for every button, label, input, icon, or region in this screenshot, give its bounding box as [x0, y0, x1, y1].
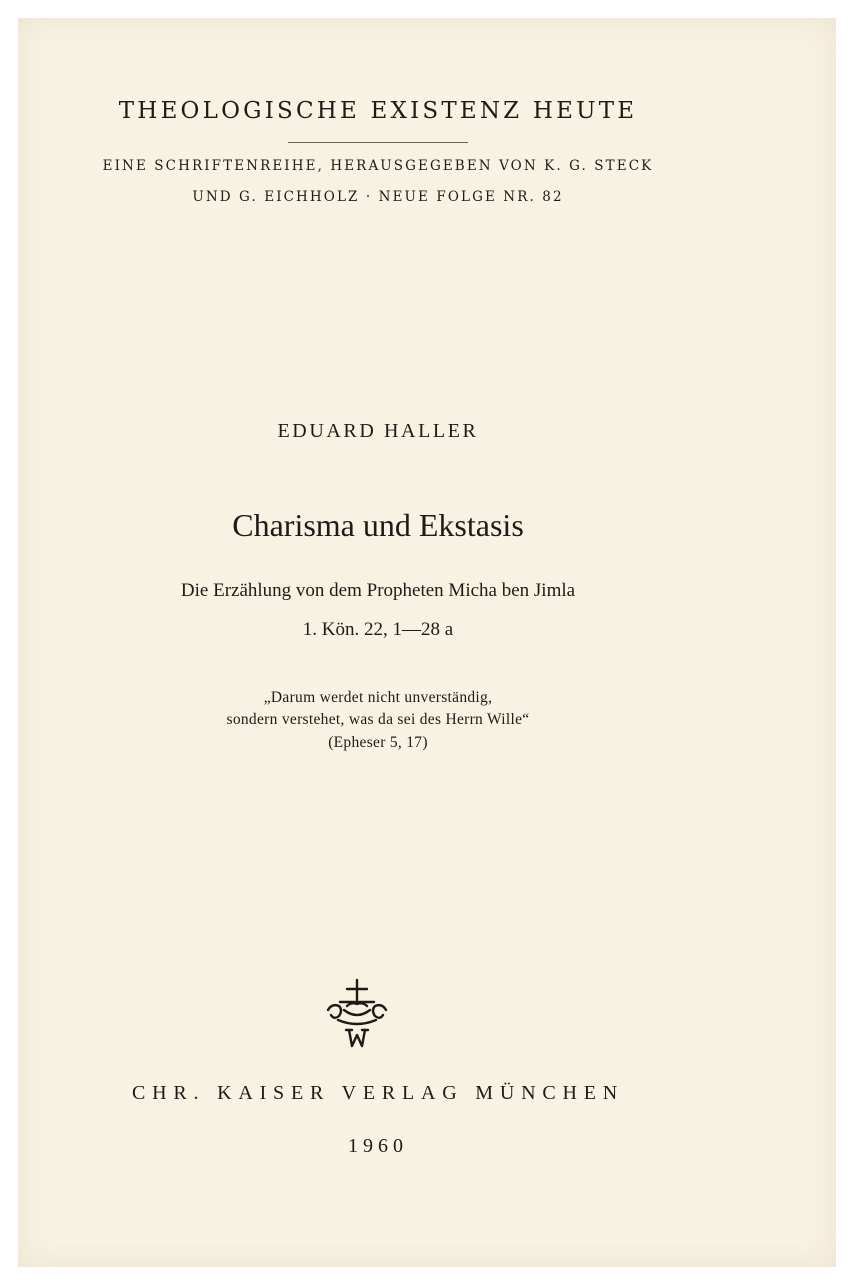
book-title: Charisma und Ekstasis: [232, 507, 524, 543]
bible-reference: 1. Kön. 22, 1—28 a: [302, 619, 454, 640]
publication-year: 1960: [348, 1135, 408, 1157]
epigraph-line-1: „Darum werdet nicht unverständig,: [263, 689, 493, 706]
series-editors-line: EINE SCHRIFTENREIHE, HERAUSGEGEBEN VON K. G. STECK: [102, 158, 654, 174]
epigraph-citation: (Epheser 5, 17): [328, 734, 428, 751]
epigraph-line-2: sondern verstehet, was da sei des Herrn Wille“: [226, 711, 530, 728]
title-page: [18, 18, 836, 1267]
author-name: EDUARD HALLER: [277, 420, 479, 442]
publisher-emblem-icon: [318, 976, 396, 1054]
series-title: THEOLOGISCHE EXISTENZ HEUTE: [118, 98, 638, 124]
publisher-imprint: CHR. KAISER VERLAG MÜNCHEN: [131, 1082, 624, 1104]
book-subtitle: Die Erzählung von dem Propheten Micha ben Jimla: [180, 580, 576, 601]
series-number-line: UND G. EICHHOLZ · NEUE FOLGE NR. 82: [192, 189, 564, 205]
series-divider: [288, 142, 468, 143]
